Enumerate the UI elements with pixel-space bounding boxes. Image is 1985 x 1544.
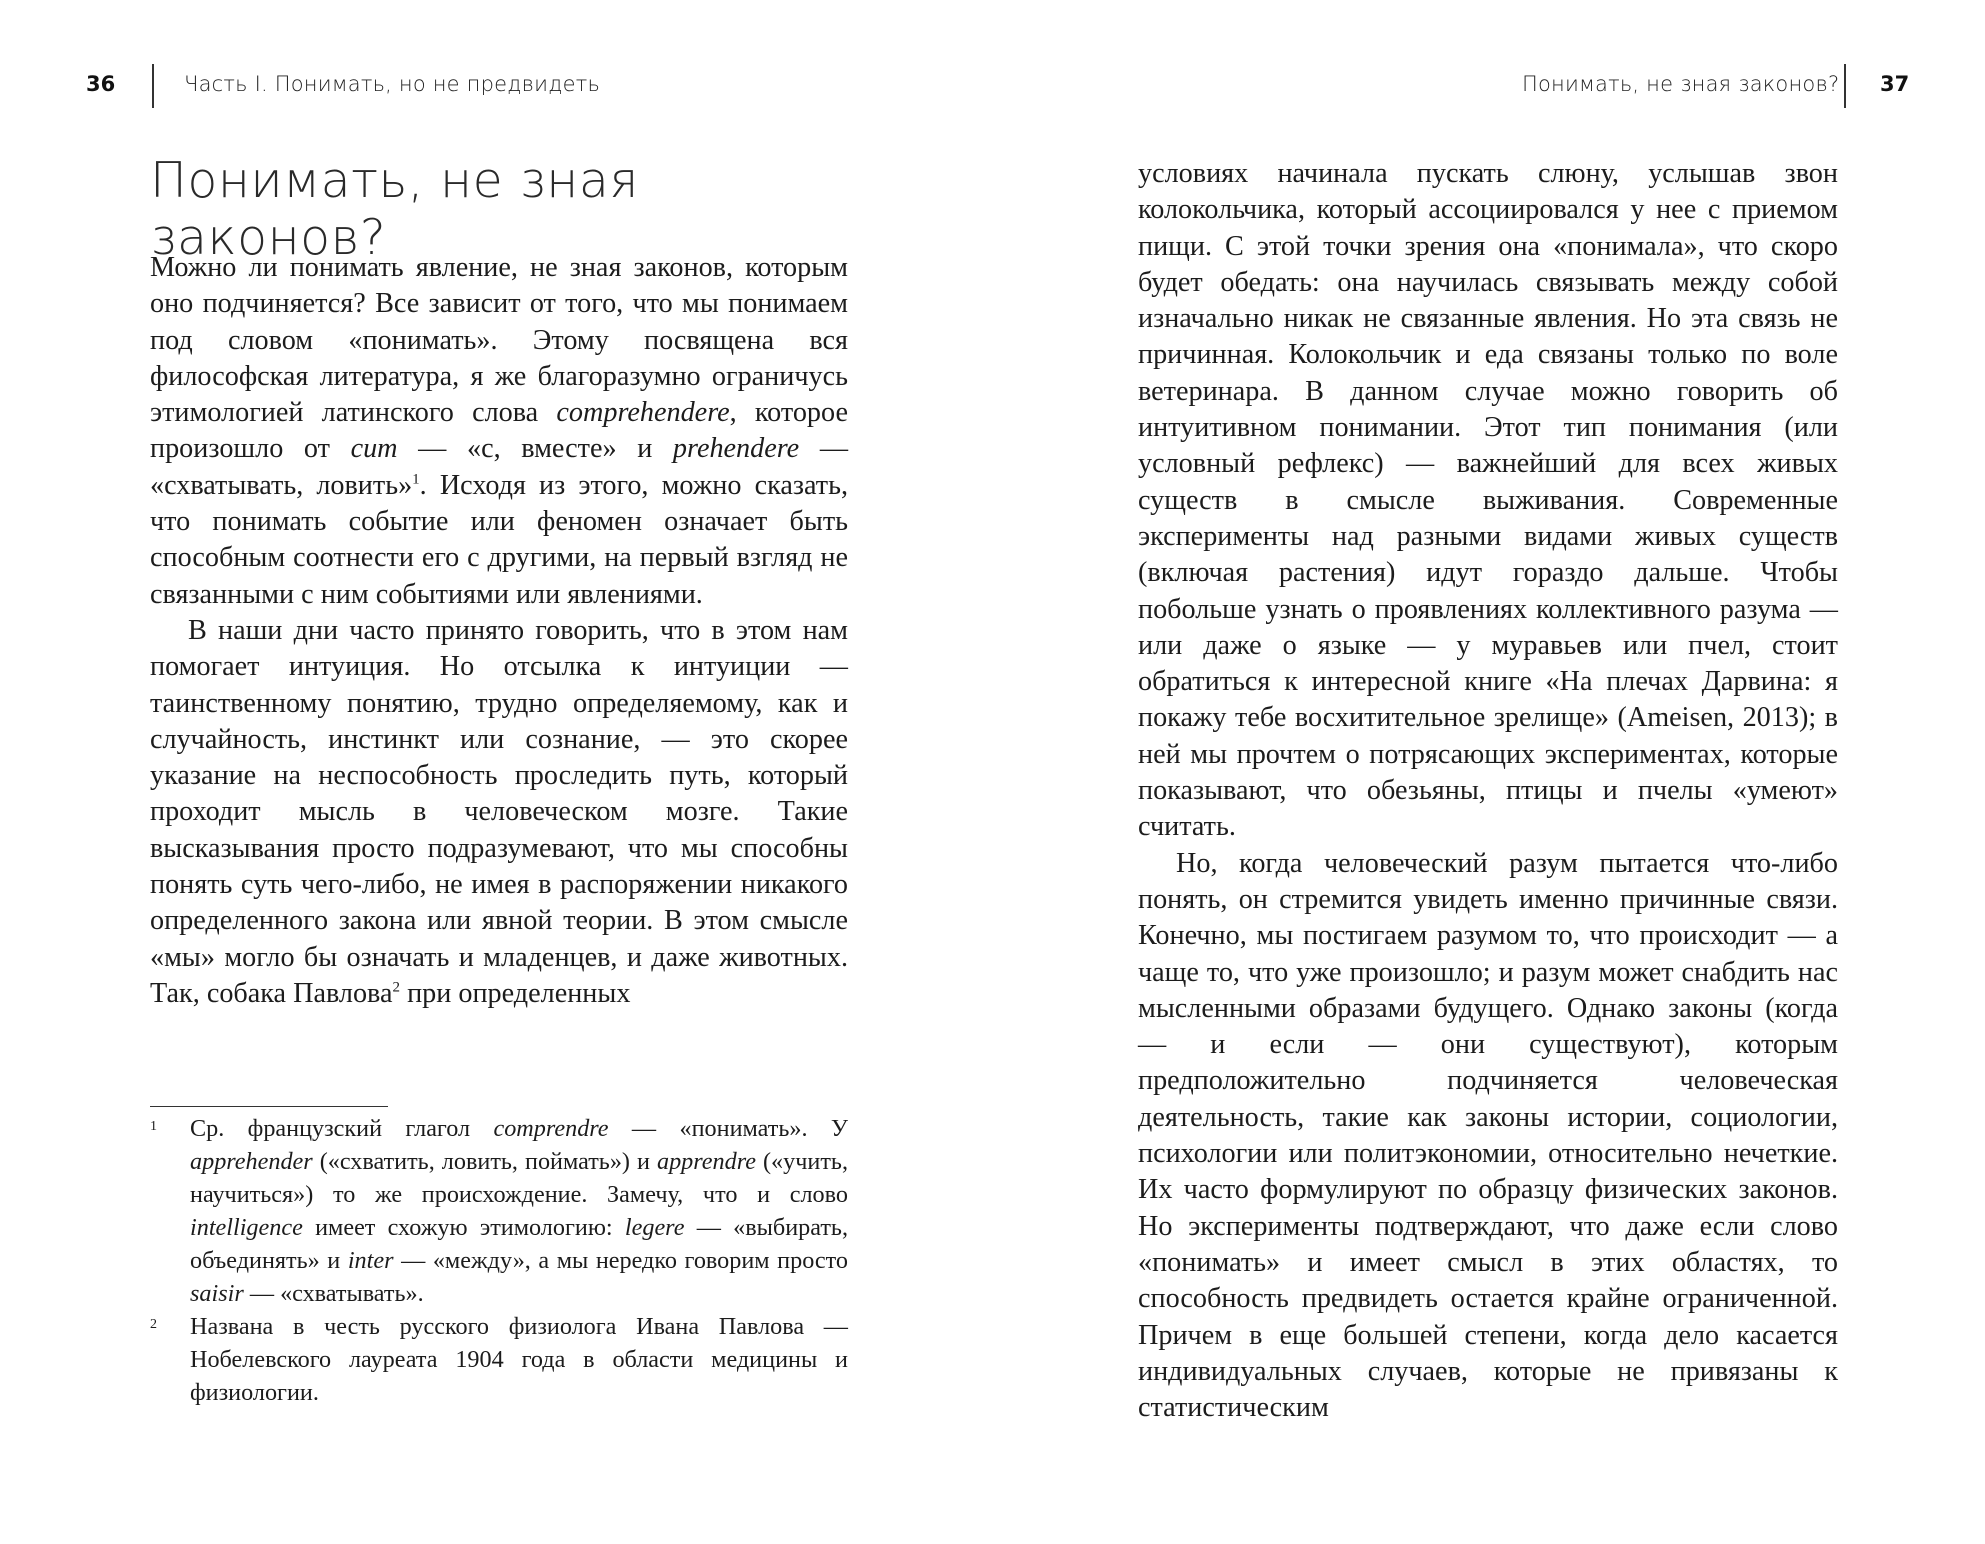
- footnote-2: 2 Названа в честь русского физиолога Ивана Павлова — Нобелевского лауреата 1904 года в области медицины и физиологии.: [150, 1310, 848, 1409]
- left-body-text: [150, 250, 848, 1012]
- footnote-divider: [150, 1106, 388, 1107]
- term-cum: cum: [350, 433, 398, 465]
- page-number-left: 36: [86, 72, 116, 96]
- paragraph-3: условиях начинала пускать слюну, услышав звон колокольчика, который ассоциировался у нее с приемом пищи. С этой точки зрения она «понимала», что скоро будет обедать: она научилась связывать между собой изначально никак не связанные явления. Но эта связь не причинная. Колокольчик и еда связаны только по воле ветеринара. В данном случае можно говорить об интуитивном понимании. Этот тип понимания (или условный рефлекс) — важнейший для всех живых существ в смысле выживания. Современные эксперименты над разными видами живых существ (включая растения) идут гораздо дальше. Чтобы побольше узнать о проявлениях коллективного разума — или даже о языке — у муравьев или пчел, стоит обратиться к интересной книге «На плечах Дарвина: я покажу тебе восхитительное зрелище» (Ameisen, 2013); в ней мы прочтем о потрясающих экспериментах, которые показывают, что обезьяны, птицы и пчелы «умеют» считать.: [1138, 158, 1838, 843]
- running-head-right: Понимать, не зная законов?: [1522, 72, 1840, 96]
- chapter-title: Понимать, не зная законов?: [150, 152, 639, 266]
- footnote-number: 1: [150, 1119, 157, 1134]
- footnote-1: 1 Ср. французский глагол comprendre — «понимать». У apprehender («схватить, ловить, поймать») и apprendre («учить, научиться») то же происхождение. Замечу, что и слово intelligence имеет схожую этимологию: legere — «выбирать, объединять» и inter — «между», а мы нередко говорим просто saisir — «схватывать».: [150, 1112, 848, 1310]
- paragraph-1: Можно ли понимать явление, не зная законов, которым оно подчиняется? Все зависит от того, что мы понимаем под словом «понимать». Этому посвящена вся философская литература, я же благоразумно ограничусь этимологией латинского слова comprehendere, которое произошло от cum — «с, вместе» и prehendere — «схватывать, ловить»$^1$. Исходя из этого, можно сказать, что понимать событие или феномен означает быть способным соотнести его с другими, на первый взгляд не связанными с ним событиями или явлениями.: [150, 252, 848, 610]
- footnote-ref-1: 1: [412, 471, 420, 488]
- footnote-ref-2: 2: [392, 979, 401, 996]
- header-divider-left: [152, 64, 154, 108]
- left-page: [0, 0, 992, 1544]
- page-number-right: 37: [1880, 72, 1910, 96]
- term-comprehendere: comprehendere: [556, 397, 730, 429]
- term-prehendere: prehendere: [672, 433, 800, 465]
- footnotes: [150, 1112, 848, 1409]
- paragraph-4: Но, когда человеческий разум пытается что-либо понять, он стремится увидеть именно причинные связи. Конечно, мы постигаем разумом то, что происходит — а чаще то, что уже произошло; и разум может снабдить нас мысленными образами будущего. Однако законы (когда — и если — они существуют), которым предположительно подчиняется человеческая деятельность, такие как законы истории, социологии, психологии или политэкономии, относительно нечеткие. Их часто формулируют по образцу физических законов. Но эксперименты подтверждают, что даже если слово «понимать» и имеет смысл в этих областях, то способность предвидеть остается крайне ограниченной. Причем в еще большей степени, когда дело касается индивидуальных случаев, которые не привязаны к статистическим: [1138, 847, 1838, 1424]
- footnote-number: 2: [150, 1317, 157, 1332]
- paragraph-2: В наши дни часто принято говорить, что в этом нам помогает интуиция. Но отсылка к интуиции — таинственному понятию, трудно определяемому, как и случайность, инстинкт или сознание, — это скорее указание на неспособность проследить путь, который проходит мысль в человеческом мозге. Такие высказывания просто подразумевают, что мы способны понять суть чего-либо, не имея в распоряжении никакого определенного закона или явной теории. В этом смысле «мы» могло бы означать и младенцев, и даже животных. Так, собака Павлова$^2$ при определенных: [150, 614, 848, 1009]
- right-body-text: [1138, 156, 1838, 1426]
- running-head-left: Часть I. Понимать, но не предвидеть: [184, 72, 601, 96]
- header-divider-right: [1844, 64, 1846, 108]
- right-page: [992, 0, 1985, 1544]
